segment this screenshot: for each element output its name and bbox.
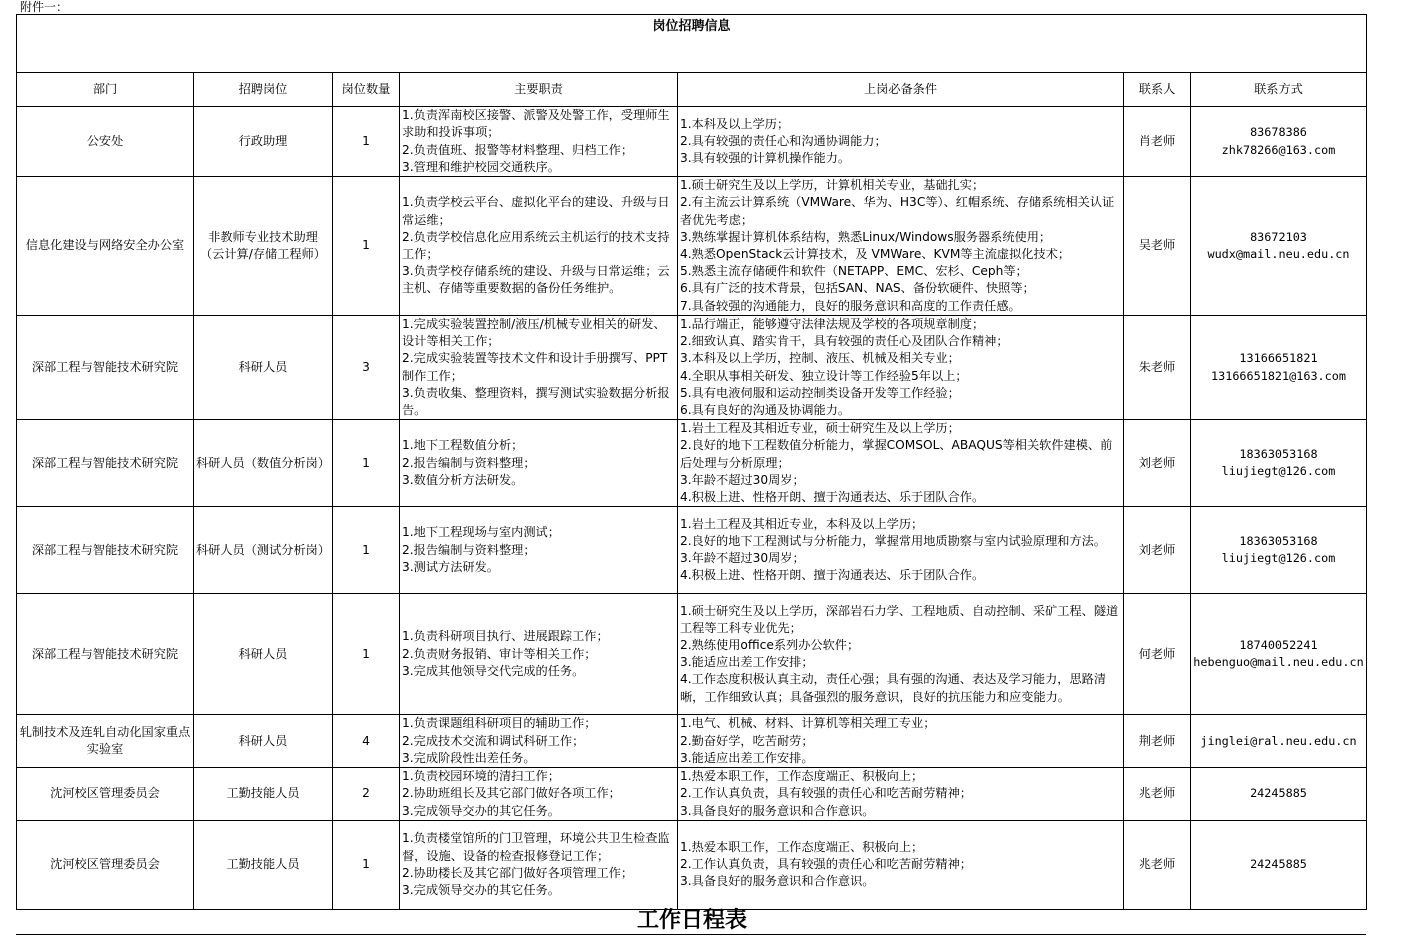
duties-cell-line: 1.负责校园环境的清扫工作； (402, 769, 560, 784)
duties-cell-line: 1.负责课题组科研项目的辅助工作； (402, 716, 597, 731)
requirements-cell-line: 7.具备较强的沟通能力，良好的服务意识和高度的工作责任感。 (680, 298, 1021, 313)
table-row (17, 420, 1367, 507)
position-cell: 科研人员 (194, 316, 333, 420)
contact-cell-line: zhk78266@163.com (1221, 142, 1336, 157)
contact-cell (1191, 820, 1367, 909)
duties-cell-line: 3.负责学校存储系统的建设、升级与日常运维；云主机、存储等重要数据的备份任务维护。 (402, 264, 670, 296)
requirements-cell-line: 1.热爱本职工作，工作态度端正、积极向上； (680, 769, 924, 784)
requirements-cell-line: 3.能适应出差工作安排； (680, 655, 814, 670)
duties-cell-line: 3.完成领导交办的其它任务。 (402, 883, 560, 898)
duties-cell (400, 316, 678, 420)
requirements-cell-line: 4.积极上进、性格开朗、擅于沟通表达、乐于团队合作。 (680, 490, 985, 505)
requirements-cell-line: 2.良好的地下工程测试与分析能力，掌握常用地质勘察与室内试验原理和方法。 (680, 534, 1107, 549)
count-cell: 1 (333, 420, 400, 507)
count-cell: 2 (333, 768, 400, 821)
duties-cell-line: 2.协助班组长及其它部门做好各项工作； (402, 786, 621, 801)
contact-person-cell: 兆老师 (1124, 768, 1191, 821)
position-cell: 非教师专业技术助理（云计算/存储工程师） (194, 177, 333, 316)
contact-cell-line: 18740052241 (1239, 638, 1318, 653)
position-cell: 科研人员（数值分析岗） (194, 420, 333, 507)
count-cell: 1 (333, 594, 400, 715)
requirements-cell (678, 507, 1124, 594)
requirements-cell-line: 1.硕士研究生及以上学历，深部岩石力学、工程地质、自动控制、采矿工程、隧道工程等工科专业优先； (680, 603, 1119, 635)
dept-cell: 轧制技术及连轧自动化国家重点实验室 (17, 715, 194, 768)
requirements-cell-line: 2.具有较强的责任心和沟通协调能力； (680, 133, 887, 148)
contact-cell-line: 24245885 (1250, 786, 1307, 801)
count-cell: 3 (333, 316, 400, 420)
duties-cell (400, 594, 678, 715)
duties-cell-line: 2.报告编制与资料整理； (402, 542, 536, 557)
position-cell: 科研人员 (194, 594, 333, 715)
table-row (17, 316, 1367, 420)
requirements-cell-line: 3.能适应出差工作安排。 (680, 750, 814, 765)
header-contact: 联系方式 (1191, 73, 1367, 107)
duties-cell-line: 3.测试方法研发。 (402, 559, 499, 574)
requirements-cell-line: 3.熟练掌握计算机体系结构，熟悉Linux/Windows服务器系统使用； (680, 229, 1052, 244)
duties-cell-line: 1.完成实验装置控制/液压/机械专业相关的研发、设计等相关工作； (402, 317, 666, 349)
requirements-cell (678, 107, 1124, 177)
duties-cell-line: 1.负责浑南校区接警、派警及处警工作，受理师生求助和投诉事项； (402, 108, 670, 140)
requirements-cell-line: 6.具有广泛的技术背景，包括SAN、NAS、备份软硬件、快照等； (680, 281, 1035, 296)
footer-divider (16, 934, 1366, 935)
requirements-cell-line: 6.具有良好的沟通及协调能力。 (680, 403, 851, 418)
contact-cell-line: liujiegt@126.com (1221, 551, 1336, 566)
header-row (17, 73, 1367, 107)
requirements-cell-line: 5.熟悉主流存储硬件和软件（NETAPP、EMC、宏杉、Ceph等； (680, 264, 1028, 279)
header-duties: 主要职责 (400, 73, 678, 107)
contact-cell-line: 18363053168 (1239, 447, 1318, 462)
requirements-cell-line: 2.工作认真负责，具有较强的责任心和吃苦耐劳精神； (680, 786, 972, 801)
contact-cell-line: 13166651821@163.com (1211, 368, 1346, 383)
duties-cell-line: 3.完成阶段性出差任务。 (402, 750, 536, 765)
requirements-cell-line: 4.工作态度积极认真主动，责任心强；具有强的沟通、表达及学习能力，思路清晰，工作细致认真；具备强烈的服务意识，良好的抗压能力和应变能力。 (680, 672, 1107, 704)
requirements-cell-line: 5.具有电液伺服和运动控制类设备开发等工作经验； (680, 385, 960, 400)
contact-cell-line: jinglei@ral.neu.edu.cn (1200, 733, 1357, 748)
requirements-cell-line: 3.年龄不超过30周岁； (680, 472, 805, 487)
contact-cell-line: hebenguo@mail.neu.edu.cn (1193, 655, 1364, 670)
contact-person-cell: 何老师 (1124, 594, 1191, 715)
duties-cell-line: 3.数值分析方法研发。 (402, 472, 524, 487)
requirements-cell-line: 1.本科及以上学历； (680, 116, 790, 131)
dept-cell: 沈河校区管理委员会 (17, 768, 194, 821)
requirements-cell-line: 3.本科及以上学历，控制、液压、机械及相关专业； (680, 351, 960, 366)
duties-cell-line: 2.协助楼长及其它部门做好各项管理工作； (402, 865, 634, 880)
contact-person-cell: 朱老师 (1124, 316, 1191, 420)
table-row (17, 820, 1367, 909)
contact-cell-line: liujiegt@126.com (1221, 464, 1336, 479)
contact-cell (1191, 177, 1367, 316)
dept-cell: 深部工程与智能技术研究院 (17, 507, 194, 594)
count-cell: 1 (333, 107, 400, 177)
contact-cell (1191, 316, 1367, 420)
requirements-cell-line: 4.全职从事相关研发、独立设计等工作经验5年以上； (680, 368, 968, 383)
duties-cell-line: 3.管理和维护校园交通秩序。 (402, 159, 560, 174)
contact-cell-line: wudx@mail.neu.edu.cn (1207, 247, 1350, 261)
duties-cell-line: 1.地下工程现场与室内测试； (402, 525, 560, 540)
table-row (17, 594, 1367, 715)
contact-cell-line: 18363053168 (1239, 534, 1318, 549)
contact-cell (1191, 507, 1367, 594)
requirements-cell-line: 4.熟悉OpenStack云计算技术，及 VMWare、KVM等主流虚拟化技术； (680, 247, 1071, 261)
job-posting-table (16, 14, 1367, 910)
requirements-cell (678, 820, 1124, 909)
duties-cell-line: 2.负责值班、报警等材料整理、归档工作； (402, 142, 634, 157)
duties-cell-line: 2.负责财务报销、审计等相关工作； (402, 646, 597, 661)
header-count: 岗位数量 (333, 73, 400, 107)
duties-cell-line: 3.完成领导交办的其它任务。 (402, 803, 560, 818)
header-position: 招聘岗位 (194, 73, 333, 107)
table-row (17, 107, 1367, 177)
contact-person-cell: 兆老师 (1124, 820, 1191, 909)
duties-cell (400, 507, 678, 594)
duties-cell (400, 715, 678, 768)
duties-cell-line: 1.地下工程数值分析； (402, 438, 524, 453)
table-body (17, 107, 1367, 910)
requirements-cell-line: 2.细致认真、踏实肯干，具有较强的责任心及团队合作精神； (680, 334, 1009, 349)
requirements-cell-line: 4.积极上进、性格开朗、擅于沟通表达、乐于团队合作。 (680, 568, 985, 583)
duties-cell (400, 107, 678, 177)
contact-person-cell: 荆老师 (1124, 715, 1191, 768)
attachment-label: 附件一： (20, 0, 69, 14)
contact-person-cell: 刘老师 (1124, 420, 1191, 507)
requirements-cell-line: 1.电气、机械、材料、计算机等相关理工专业； (680, 716, 936, 731)
duties-cell-line: 2.完成技术交流和调试科研工作； (402, 733, 585, 748)
count-cell: 4 (333, 715, 400, 768)
requirements-cell (678, 177, 1124, 316)
requirements-cell-line: 2.勤奋好学，吃苦耐劳； (680, 733, 814, 748)
header-dept: 部门 (17, 73, 194, 107)
position-cell: 工勤技能人员 (194, 768, 333, 821)
contact-person-cell: 刘老师 (1124, 507, 1191, 594)
duties-cell-line: 2.报告编制与资料整理； (402, 455, 536, 470)
position-cell: 科研人员（测试分析岗） (194, 507, 333, 594)
requirements-cell-line: 3.具有较强的计算机操作能力。 (680, 151, 851, 166)
requirements-cell-line: 2.良好的地下工程数值分析能力，掌握COMSOL、ABAQUS等相关软件建模、前后处理与分析原理； (680, 438, 1113, 470)
duties-cell-line: 2.完成实验装置等技术文件和设计手册撰写、PPT制作工作； (402, 351, 668, 383)
table-row (17, 507, 1367, 594)
contact-cell-line: 13166651821 (1239, 351, 1318, 366)
duties-cell (400, 820, 678, 909)
duties-cell (400, 177, 678, 316)
requirements-cell (678, 316, 1124, 420)
duties-cell (400, 420, 678, 507)
contact-person-cell: 吴老师 (1124, 177, 1191, 316)
contact-person-cell: 肖老师 (1124, 107, 1191, 177)
duties-cell-line: 3.完成其他领导交代完成的任务。 (402, 663, 585, 678)
duties-cell (400, 768, 678, 821)
requirements-cell (678, 715, 1124, 768)
requirements-cell-line: 1.硕士研究生及以上学历，计算机相关专业，基础扎实； (680, 178, 985, 193)
count-cell: 1 (333, 820, 400, 909)
count-cell: 1 (333, 507, 400, 594)
dept-cell: 深部工程与智能技术研究院 (17, 420, 194, 507)
position-cell: 行政助理 (194, 107, 333, 177)
duties-cell-line: 1.负责楼堂馆所的门卫管理，环境公共卫生检查监督，设施、设备的检查报修登记工作； (402, 831, 670, 863)
contact-cell (1191, 420, 1367, 507)
dept-cell: 深部工程与智能技术研究院 (17, 316, 194, 420)
count-cell: 1 (333, 177, 400, 316)
dept-cell: 深部工程与智能技术研究院 (17, 594, 194, 715)
contact-cell (1191, 768, 1367, 821)
requirements-cell-line: 3.具备良好的服务意识和合作意识。 (680, 874, 875, 889)
contact-cell-line: 83678386 (1250, 125, 1307, 140)
requirements-cell-line: 3.具备良好的服务意识和合作意识。 (680, 803, 875, 818)
requirements-cell-line: 1.热爱本职工作，工作态度端正、积极向上； (680, 840, 924, 855)
header-requirements: 上岗必备条件 (678, 73, 1124, 107)
duties-cell-line: 1.负责学校云平台、虚拟化平台的建设、升级与日常运维； (402, 195, 670, 227)
position-cell: 工勤技能人员 (194, 820, 333, 909)
requirements-cell-line: 2.工作认真负责，具有较强的责任心和吃苦耐劳精神； (680, 857, 972, 872)
contact-cell (1191, 107, 1367, 177)
contact-cell-line: 83672103 (1250, 229, 1307, 244)
requirements-cell (678, 594, 1124, 715)
table-title: 岗位招聘信息 (17, 15, 1367, 73)
requirements-cell-line: 2.有主流云计算系统（VMWare、华为、H3C等）、红帽系统、存储系统相关认证者优先考虑； (680, 195, 1115, 227)
dept-cell: 沈河校区管理委员会 (17, 820, 194, 909)
table-row (17, 768, 1367, 821)
requirements-cell-line: 1.岩土工程及其相近专业，本科及以上学历； (680, 516, 924, 531)
table-row (17, 177, 1367, 316)
requirements-cell (678, 420, 1124, 507)
contact-cell (1191, 594, 1367, 715)
requirements-cell-line: 2.熟练使用office系列办公软件； (680, 638, 860, 653)
dept-cell: 公安处 (17, 107, 194, 177)
duties-cell-line: 3.负责收集、整理资料，撰写测试实验数据分析报告。 (402, 385, 670, 418)
duties-cell-line: 2.负责学校信息化应用系统云主机运行的技术支持工作； (402, 229, 670, 261)
schedule-title: 工作日程表 (636, 907, 747, 933)
requirements-cell-line: 1.岩土工程及其相近专业，硕士研究生及以上学历； (680, 421, 960, 436)
requirements-cell-line: 1.品行端正，能够遵守法律法规及学校的各项规章制度； (680, 317, 985, 331)
table-row (17, 715, 1367, 768)
position-cell: 科研人员 (194, 715, 333, 768)
contact-cell (1191, 715, 1367, 768)
requirements-cell (678, 768, 1124, 821)
dept-cell: 信息化建设与网络安全办公室 (17, 177, 194, 316)
requirements-cell-line: 3.年龄不超过30周岁； (680, 551, 805, 566)
contact-cell-line: 24245885 (1250, 857, 1307, 872)
duties-cell-line: 1.负责科研项目执行、进展跟踪工作； (402, 629, 609, 644)
header-contact-person: 联系人 (1124, 73, 1191, 107)
